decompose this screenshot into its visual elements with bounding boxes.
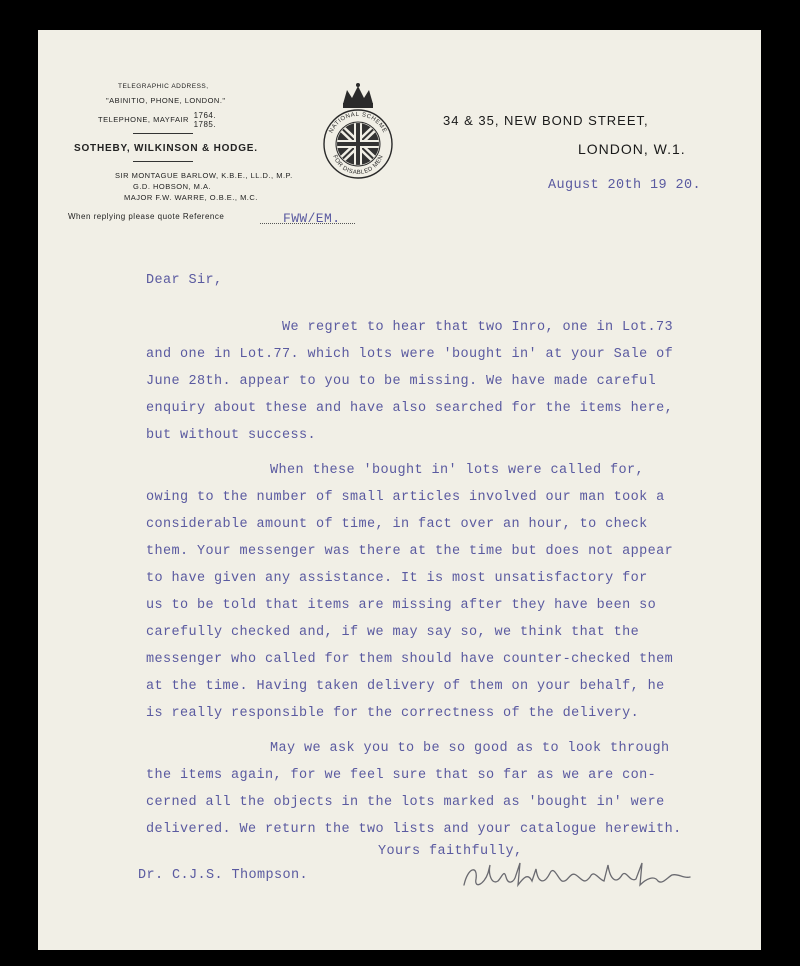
body-line: us to be told that items are missing after they have been so [146,598,657,613]
body-line: owing to the number of small articles involved our man took a [146,490,665,505]
body-line: considerable amount of time, in fact over an hour, to check [146,517,648,532]
salutation: Dear Sir, [146,273,223,288]
recipient: Dr. C.J.S. Thompson. [138,868,309,883]
telegraphic-label: TELEGRAPHIC ADDRESS, [118,83,209,90]
body-line: the items again, for we feel sure that so far as we are con- [146,768,657,783]
telephone-numbers [194,111,217,129]
reference-label: When replying please quote Reference [68,212,225,221]
handwritten-signature-icon [458,855,698,895]
telegraphic-address: "ABINITIO, PHONE, LONDON." [106,96,226,105]
divider [133,133,193,134]
body-line: May we ask you to be so good as to look through [270,741,670,756]
firm-name: SOTHEBY, WILKINSON & HODGE. [74,143,258,154]
crown-union-jack-emblem-icon [313,82,403,182]
body-line: messenger who called for them should have counter-checked them [146,652,674,667]
letter-sheet [38,30,761,950]
telephone-number: 1785. [193,120,217,129]
body-line: We regret to hear that two Inro, one in Lot.73 [282,320,674,335]
letter-date: August 20th 19 20. [548,178,702,193]
body-line: enquiry about these and have also searched for the items here, [146,401,674,416]
street-address: 34 & 35, NEW BOND STREET, [443,113,649,128]
svg-text:FOR DISABLED MEN: FOR DISABLED MEN [331,154,385,177]
telephone-number: 1764. [193,111,217,120]
body-line: to have given any assistance. It is most unsatisfactory for [146,571,648,586]
body-line: cerned all the objects in the lots marked as 'bought in' were [146,795,665,810]
telephone-label: TELEPHONE, MAYFAIR [98,114,189,124]
partner: G.D. HOBSON, M.A. [133,182,212,191]
partner: SIR MONTAGUE BARLOW, K.B.E., LL.D., M.P. [115,171,293,180]
body-line: carefully checked and, if we may say so, we think that the [146,625,640,640]
reference-value: FWW/EM. [283,211,341,226]
body-line: but without success. [146,428,317,443]
partner: MAJOR F.W. WARRE, O.B.E., M.C. [124,193,258,202]
body-line: at the time. Having taken delivery of them on your behalf, he [146,679,665,694]
svg-text:NATIONAL SCHEME: NATIONAL SCHEME [328,111,388,135]
body-line: them. Your messenger was there at the time but does not appear [146,544,674,559]
telephone-line [98,111,216,129]
body-line: delivered. We return the two lists and your catalogue herewith. [146,822,682,837]
body-line: and one in Lot.77. which lots were 'bought in' at your Sale of [146,347,674,362]
city-address: LONDON, W.1. [578,141,686,157]
closing: Yours faithfully, [378,844,523,859]
body-line: June 28th. appear to you to be missing. We have made careful [146,374,657,389]
body-line: is really responsible for the correctness of the delivery. [146,706,640,721]
divider [133,161,193,162]
body-line: When these 'bought in' lots were called for, [270,463,645,478]
